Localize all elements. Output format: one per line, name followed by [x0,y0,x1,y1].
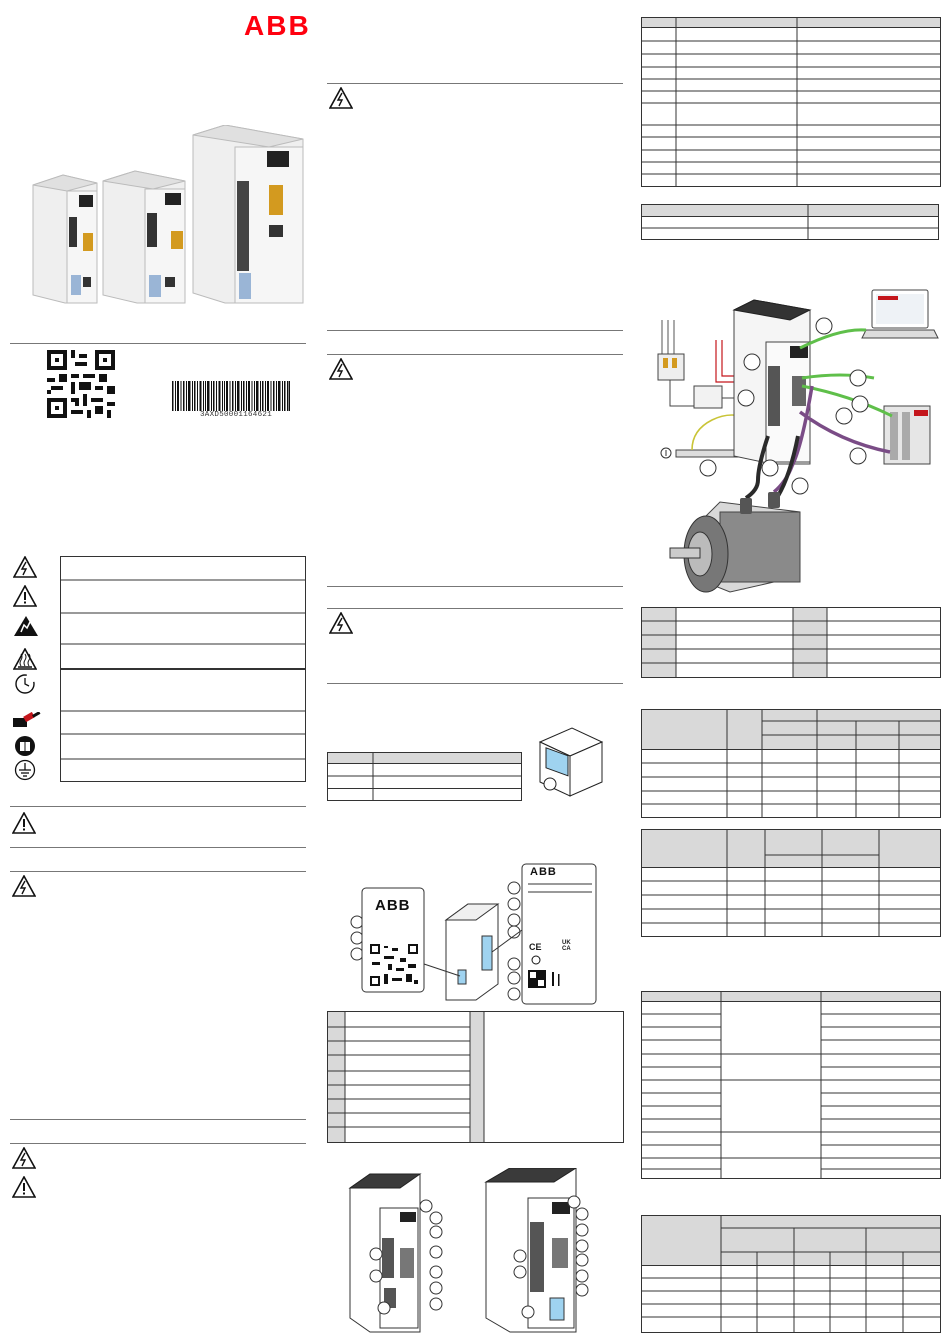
specification-table [641,991,941,1179]
hot-surface-warning-icon [13,648,37,670]
electric-shock-warning-icon [13,556,37,578]
electric-shock-warning-icon [329,612,353,634]
small-info-table [641,204,939,240]
abb-logo: ABB [244,10,311,41]
ce-mark: CE [529,942,542,952]
tool-icon [12,712,42,728]
label-legend-table [327,1011,624,1143]
safety-symbols-table [60,556,306,782]
esd-warning-icon [13,615,39,637]
drive-large-image [193,125,303,303]
ukca-mark: UK CA [562,940,571,952]
drive-front-drawings [340,1168,600,1338]
package-drawing [530,722,610,802]
read-manual-icon [14,735,36,757]
electric-shock-warning-icon [12,1147,36,1169]
label-abb-logo: ABB [530,866,557,878]
electric-shock-warning-icon [329,87,353,109]
protective-earth-icon [14,759,36,781]
electric-shock-warning-icon [329,358,353,380]
general-warning-icon [12,1176,36,1198]
ratings-table-2 [641,829,941,937]
label-abb-logo: ABB [375,897,411,914]
barcode [172,381,290,411]
electric-shock-warning-icon [12,875,36,897]
ratings-table-1 [641,709,941,818]
drive-medium-image [103,171,185,303]
delivery-check-table [327,752,522,802]
system-legend-table [641,607,941,678]
type-label-drawing [348,860,600,1006]
general-warning-icon [13,585,37,607]
ratings-table-3 [641,1215,941,1333]
barcode-number: 3AXD50001164621 [200,411,273,419]
system-connection-diagram [650,286,942,598]
ordering-code-table [641,17,941,187]
general-warning-icon [12,812,36,834]
product-photo [25,125,305,305]
wait-time-icon [14,673,36,695]
qr-code [47,350,115,418]
drive-small-image [33,175,97,303]
